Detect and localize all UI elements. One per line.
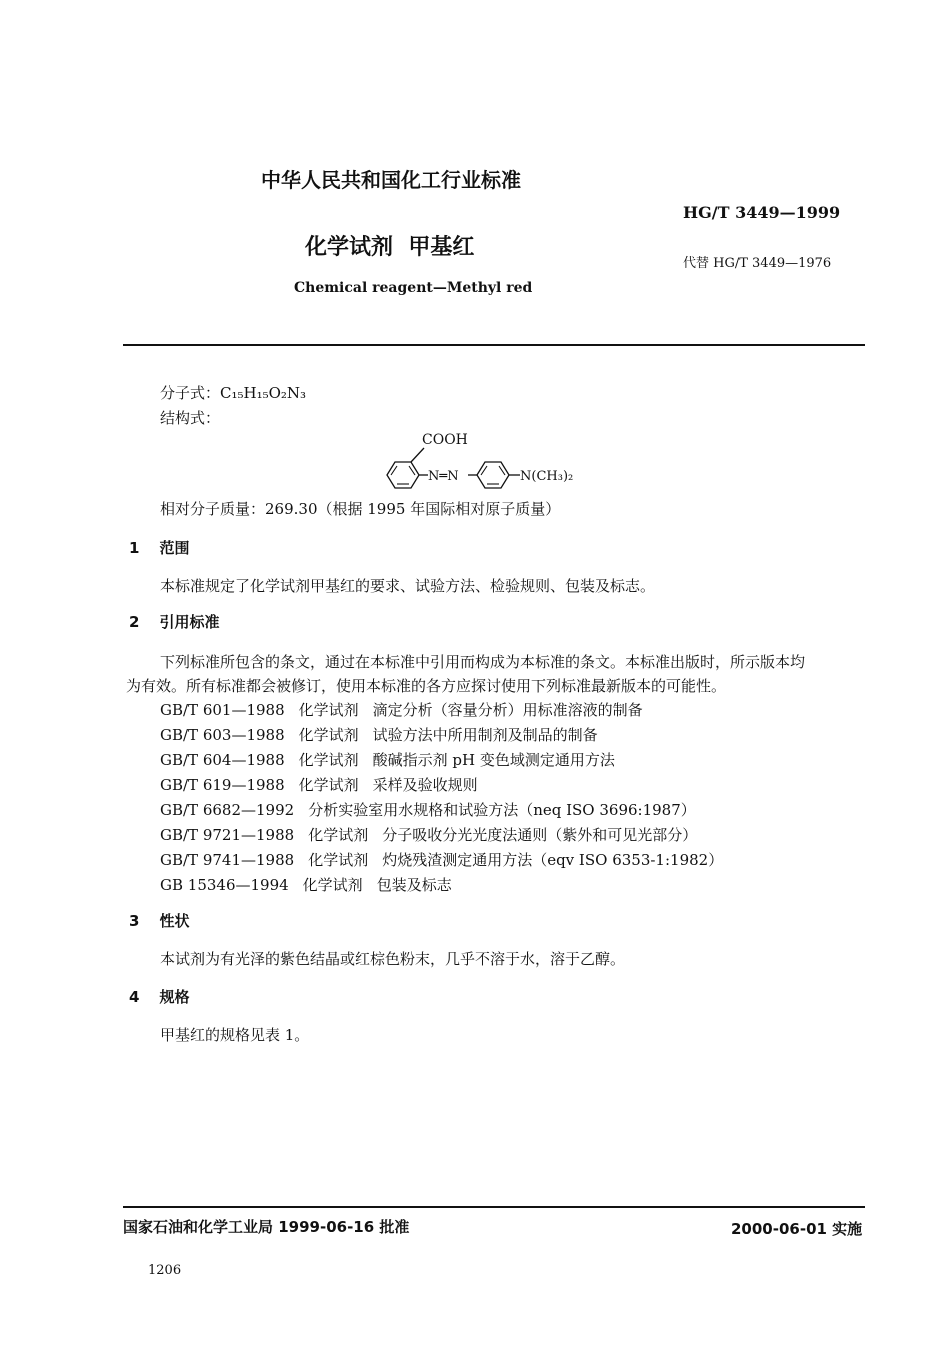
section-number: 2	[129, 613, 140, 631]
english-title: Chemical reagent—Methyl red	[294, 280, 533, 296]
reference-category: 化学试剂	[308, 851, 369, 869]
section-3-heading	[129, 910, 189, 931]
reference-code: GB/T 603—1988	[160, 726, 285, 744]
section-title: 规格	[159, 988, 190, 1006]
reference-item	[160, 874, 466, 895]
amine-group: N(CH₃)₂	[520, 469, 574, 484]
reference-code: GB/T 9741—1988	[160, 851, 295, 869]
section-number: 1	[129, 539, 140, 557]
reference-title: 试验方法中所用制剂及制品的制备	[372, 726, 598, 744]
section-4-heading	[129, 986, 189, 1007]
references-intro-line-1: 下列标准所包含的条文，通过在本标准中引用而构成为本标准的条文。本标准出版时，所示版本均	[160, 653, 806, 671]
properties-text: 本试剂为有光泽的紫色结晶或红棕色粉末，几乎不溶于水，溶于乙醇。	[160, 950, 626, 968]
reference-item	[160, 799, 710, 820]
structure-label: 结构式：	[160, 409, 221, 427]
section-1-heading	[129, 537, 189, 558]
reference-item	[160, 849, 737, 870]
reference-title: 灼烧残渣测定通用方法（eqv ISO 6353-1:1982）	[382, 851, 724, 869]
reference-title: 包装及标志	[376, 876, 452, 894]
reference-code: GB/T 619—1988	[160, 776, 285, 794]
reference-item	[160, 824, 711, 845]
reference-code: GB/T 604—1988	[160, 751, 285, 769]
azo-link: N═N	[428, 469, 459, 484]
reference-title: 分析实验室用水规格和试验方法（neq ISO 3696:1987）	[308, 801, 696, 819]
standard-category: 中华人民共和国化工行业标准	[261, 168, 521, 192]
molecular-mass: 相对分子质量：269.30（根据 1995 年国际相对原子质量）	[160, 500, 561, 518]
section-title: 性状	[159, 912, 190, 930]
section-title: 引用标准	[159, 613, 220, 631]
replaces-note: 代替 HG/T 3449—1976	[683, 256, 832, 271]
standard-code: HG/T 3449—1999	[683, 203, 841, 222]
reference-category: 化学试剂	[298, 726, 359, 744]
reference-category: 化学试剂	[298, 701, 359, 719]
molecular-formula-value: C₁₅H₁₅O₂N₃	[220, 384, 307, 402]
reference-category: 化学试剂	[298, 751, 359, 769]
scope-text: 本标准规定了化学试剂甲基红的要求、试验方法、检验规则、包装及标志。	[160, 577, 656, 595]
section-number: 3	[129, 912, 140, 930]
reference-category: 化学试剂	[302, 876, 363, 894]
page-number: 1206	[148, 1263, 182, 1278]
header-divider	[123, 344, 865, 346]
molecular-formula	[160, 382, 306, 403]
structural-formula	[380, 428, 620, 496]
reference-category: 化学试剂	[308, 826, 369, 844]
document-title: 化学试剂 甲基红	[305, 235, 475, 260]
effective-date: 2000-06-01 实施	[731, 1220, 863, 1238]
reference-title: 采样及验收规则	[372, 776, 478, 794]
reference-item	[160, 774, 492, 795]
reference-item	[160, 699, 657, 720]
reference-item	[160, 749, 629, 770]
section-title: 范围	[159, 539, 190, 557]
reference-code: GB 15346—1994	[160, 876, 289, 894]
section-2-heading	[129, 611, 219, 632]
reference-title: 分子吸收分光光度法通则（紫外和可见光部分）	[382, 826, 698, 844]
approval-line: 国家石油和化学工业局 1999-06-16 批准	[123, 1218, 410, 1236]
reference-category: 化学试剂	[298, 776, 359, 794]
reference-code: GB/T 601—1988	[160, 701, 285, 719]
references-intro-line-2: 为有效。所有标准都会被修订，使用本标准的各方应探讨使用下列标准最新版本的可能性。	[126, 677, 727, 695]
reference-code: GB/T 9721—1988	[160, 826, 295, 844]
reference-title: 酸碱指示剂 pH 变色域测定通用方法	[372, 751, 615, 769]
cooh-group: COOH	[422, 432, 468, 448]
reference-title: 滴定分析（容量分析）用标准溶液的制备	[372, 701, 643, 719]
molecular-formula-label: 分子式：	[160, 384, 221, 402]
reference-item	[160, 724, 612, 745]
footer-divider	[123, 1206, 865, 1208]
reference-code: GB/T 6682—1992	[160, 801, 295, 819]
section-number: 4	[129, 988, 140, 1006]
cooh-bond	[411, 448, 424, 462]
spec-text: 甲基红的规格见表 1。	[160, 1026, 310, 1044]
